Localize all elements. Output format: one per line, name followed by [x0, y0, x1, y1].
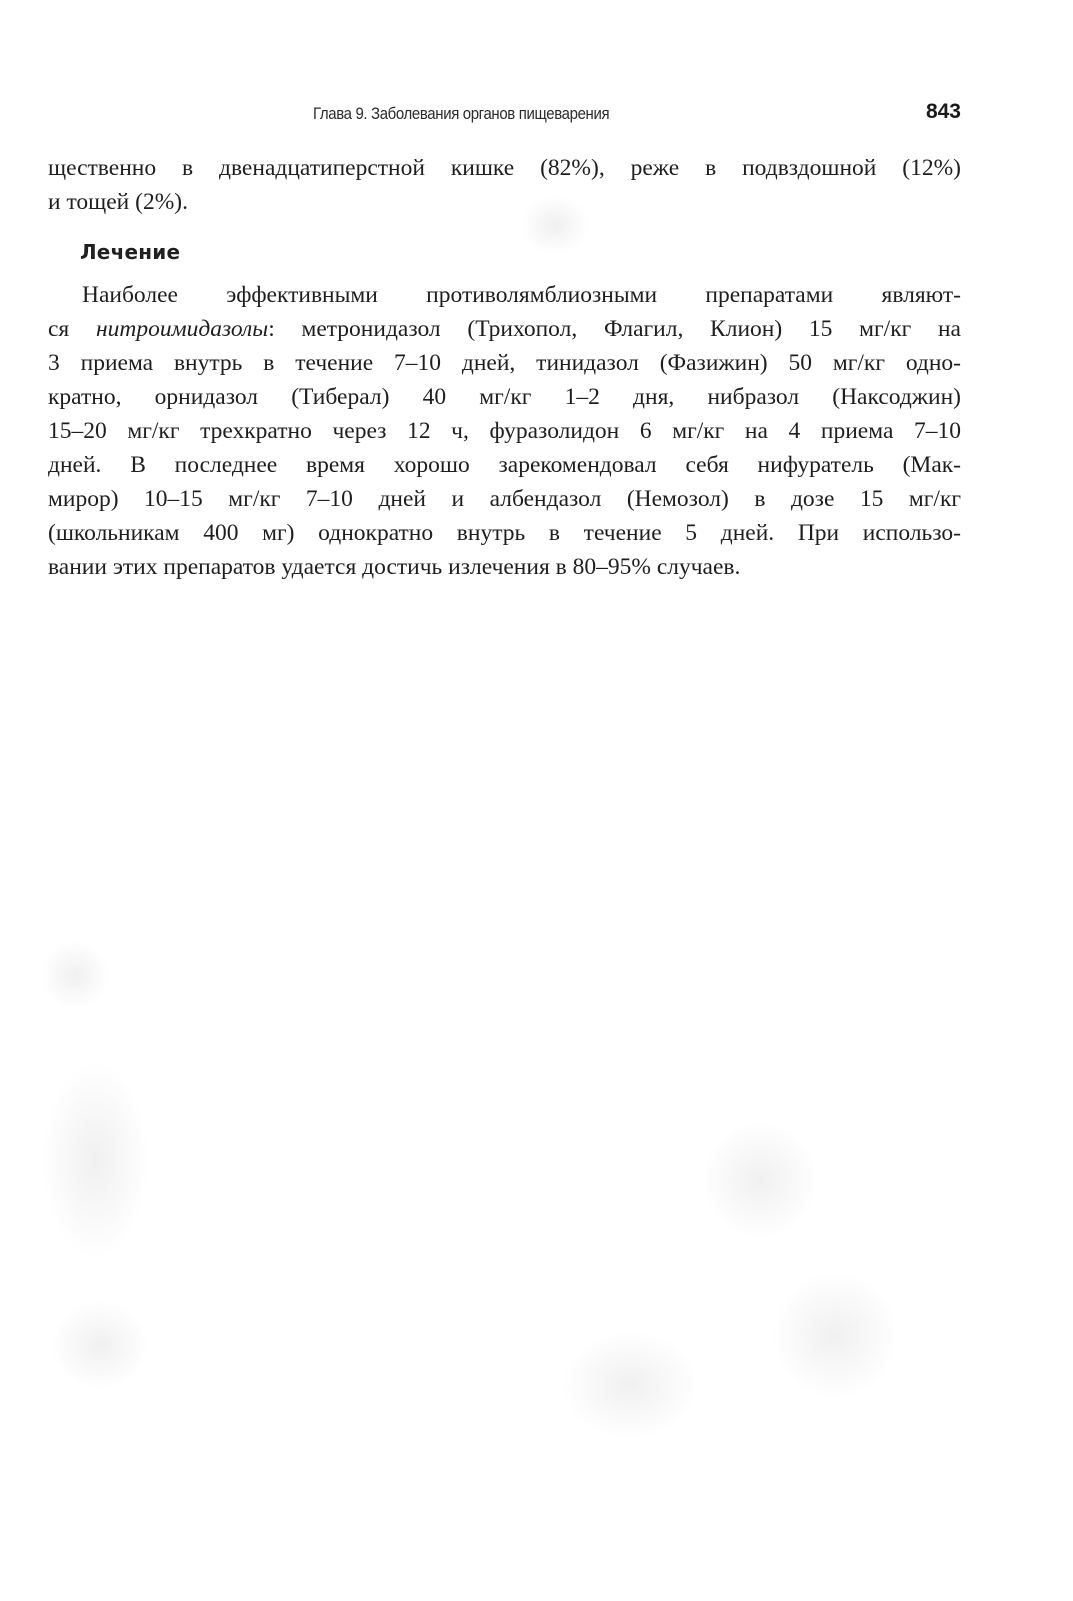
- text-line: 15–20 мг/кг трехкратно через 12 ч, фуразолидон 6 мг/кг на 4 приема 7–10: [48, 418, 961, 444]
- section-heading: Лечение: [80, 240, 181, 264]
- scan-smudge: [770, 1270, 900, 1400]
- scan-smudge: [40, 1060, 150, 1260]
- treatment-paragraph: [48, 278, 961, 584]
- text-line: мирор) 10–15 мг/кг 7–10 дней и албендазол (Немозол) в дозе 15 мг/кг: [48, 486, 961, 512]
- text-line: и тощей (2%).: [48, 189, 188, 215]
- text-fragment: ся: [48, 316, 96, 342]
- running-header: [48, 100, 961, 130]
- text-line: дней. В последнее время хорошо зарекомендовал себя нифуратель (Мак-: [48, 452, 961, 478]
- running-title: Глава 9. Заболевания органов пищеварения: [313, 104, 610, 123]
- text-fragment: : метронидазол (Трихопол, Флагил, Клион) 15 мг/кг на: [268, 316, 961, 342]
- text-line: кратно, орнидазол (Тиберал) 40 мг/кг 1–2 дня, нибразол (Наксоджин): [48, 384, 961, 410]
- scan-smudge: [50, 1300, 150, 1390]
- page-number: 843: [925, 100, 961, 123]
- text-line: Наиболее эффективными противолямблиозными препаратами являют-: [82, 282, 961, 308]
- text-line: щественно в двенадцатиперстной кишке (82%), реже в подвздошной (12%): [48, 155, 961, 181]
- text-line: 3 приема внутрь в течение 7–10 дней, тинидазол (Фазижин) 50 мг/кг одно-: [48, 350, 961, 376]
- text-line: вании этих препаратов удается достичь излечения в 80–95% случаев.: [48, 554, 741, 580]
- continuation-paragraph: [48, 151, 961, 219]
- scan-smudge: [700, 1120, 820, 1240]
- text-line: (школьникам 400 мг) однократно внутрь в течение 5 дней. При использо-: [48, 520, 961, 546]
- drug-class-term: нитроимидазолы: [95, 316, 269, 342]
- scan-smudge: [40, 940, 110, 1010]
- text-line: [48, 312, 961, 346]
- scan-smudge: [560, 1330, 700, 1440]
